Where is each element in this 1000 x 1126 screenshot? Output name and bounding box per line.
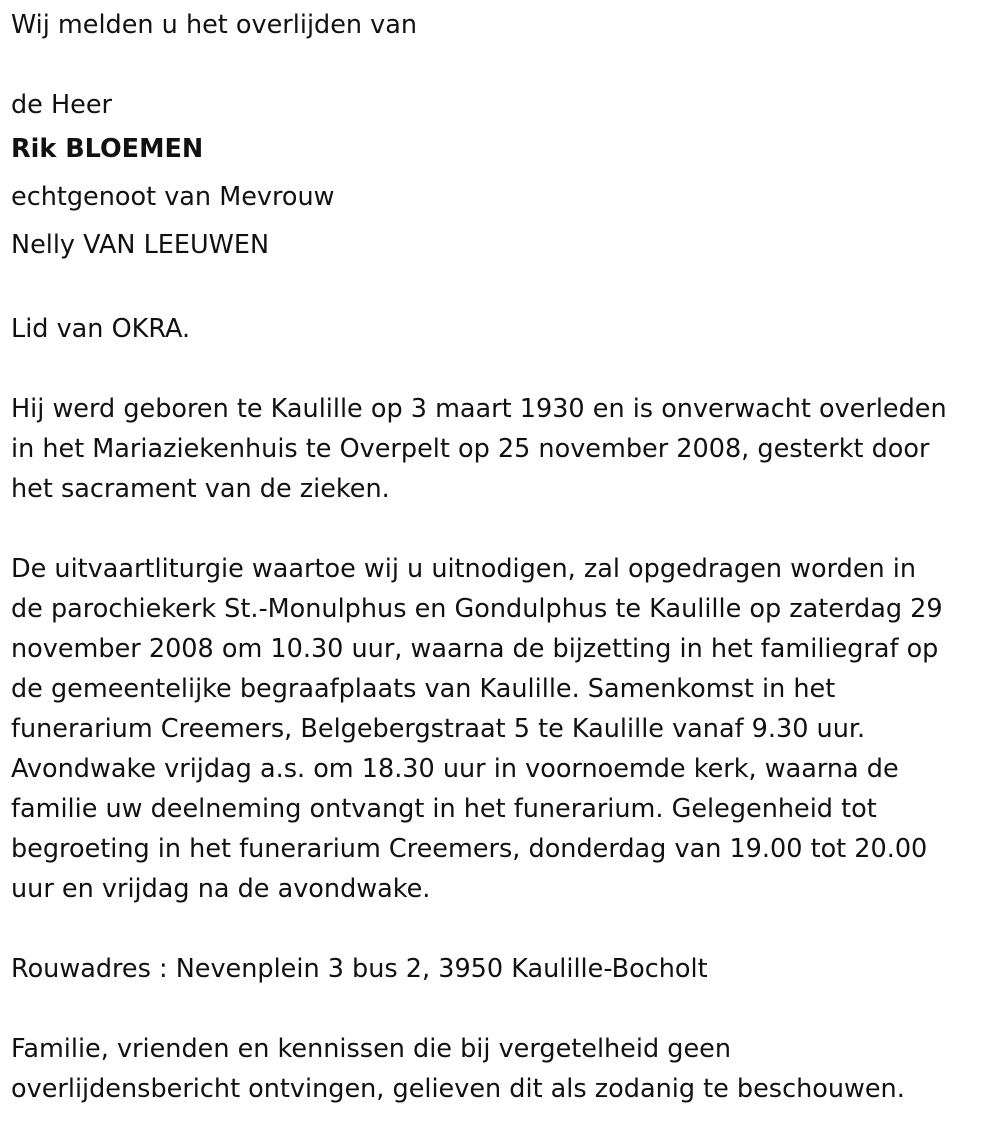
paragraph-line: de gemeentelijke begraafplaats van Kaulille. Samenkomst in het (11, 674, 836, 704)
intro-line: Wij melden u het overlijden van (11, 10, 418, 40)
spacer (11, 45, 1000, 85)
membership: Lid van OKRA. (11, 314, 191, 344)
birth-death-paragraph (11, 389, 1000, 509)
funeral-paragraph (11, 549, 1000, 909)
paragraph-line: Avondwake vrijdag a.s. om 18.30 uur in voornoemde kerk, waarna de (11, 754, 899, 784)
spacer (11, 269, 1000, 309)
paragraph-line: begroeting in het funerarium Creemers, donderdag van 19.00 tot 20.00 (11, 834, 928, 864)
paragraph-line: De uitvaartliturgie waartoe wij u uitnodigen, zal opgedragen worden in (11, 554, 917, 584)
paragraph-line: familie uw deelneming ontvangt in het funerarium. Gelegenheid tot (11, 794, 877, 824)
spacer (11, 349, 1000, 389)
spacer (11, 909, 1000, 949)
paragraph-line: de parochiekerk St.-Monulphus en Gondulphus te Kaulille op zaterdag 29 (11, 594, 943, 624)
spouse-line: echtgenoot van Mevrouw (11, 182, 335, 212)
paragraph-line: overlijdensbericht ontvingen, gelieven dit als zodanig te beschouwen. (11, 1074, 905, 1104)
paragraph-line: Familie, vrienden en kennissen die bij vergetelheid geen (11, 1034, 731, 1064)
spouse-name: Nelly VAN LEEUWEN (11, 230, 270, 260)
spacer (11, 989, 1000, 1029)
deceased-name: Rik BLOEMEN (11, 134, 204, 164)
spacer (11, 509, 1000, 549)
paragraph-line: funerarium Creemers, Belgebergstraat 5 te Kaulille vanaf 9.30 uur. (11, 714, 866, 744)
closing-paragraph (11, 1029, 1000, 1109)
paragraph-line: het sacrament van de zieken. (11, 474, 390, 504)
paragraph-line: uur en vrijdag na de avondwake. (11, 874, 431, 904)
salutation: de Heer (11, 90, 113, 120)
mourning-address: Rouwadres : Nevenplein 3 bus 2, 3950 Kaulille-Bocholt (11, 954, 708, 984)
paragraph-line: november 2008 om 10.30 uur, waarna de bijzetting in het familiegraf op (11, 634, 939, 664)
paragraph-line: in het Mariaziekenhuis te Overpelt op 25 november 2008, gesterkt door (11, 434, 930, 464)
paragraph-line: Hij werd geboren te Kaulille op 3 maart 1930 en is onverwacht overleden (11, 394, 947, 424)
